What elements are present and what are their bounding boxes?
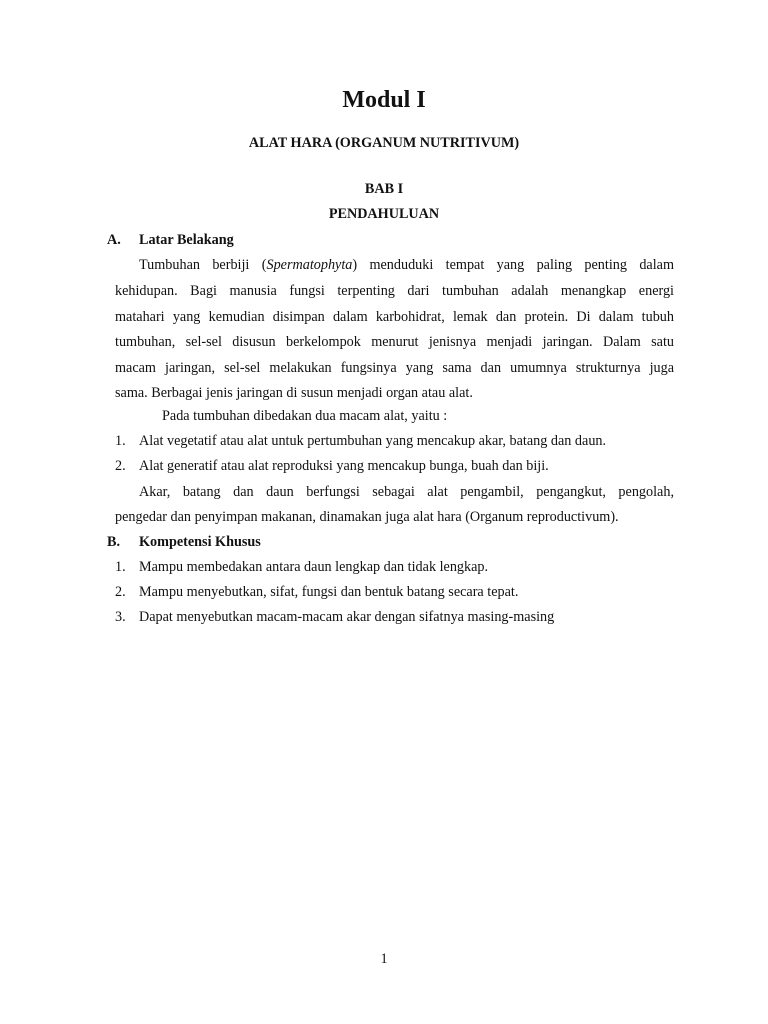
paragraph-line: pengedar dan penyimpan makanan, dinamakan juga alat hara (Organum reproductivum). <box>115 509 619 525</box>
list-intro: Pada tumbuhan dibedakan dua macam alat, yaitu : <box>162 408 448 424</box>
paragraph-line: matahari yang kemudian disimpan dalam karbohidrat, lemak dan protein. Di dalam tubuh <box>115 309 674 325</box>
list-number: 1. <box>115 559 126 575</box>
paragraph-line: macam jaringan, sel-sel melakukan fungsinya yang sama dan umumnya strukturnya juga <box>115 360 674 376</box>
list-item: Mampu menyebutkan, sifat, fungsi dan bentuk batang secara tepat. <box>139 584 519 600</box>
section-a-letter: A. <box>107 232 121 248</box>
section-b-letter: B. <box>107 534 121 550</box>
paragraph-line: sama. Berbagai jenis jaringan di susun menjadi organ atau alat. <box>115 385 473 401</box>
module-subtitle: ALAT HARA (ORGANUM NUTRITIVUM) <box>248 135 520 151</box>
paragraph-line: Tumbuhan berbiji (Spermatophyta) menduduki tempat yang paling penting dalam <box>139 257 674 273</box>
page-number: 1 <box>380 951 388 967</box>
chapter-title: PENDAHULUAN <box>328 206 440 222</box>
list-number: 2. <box>115 584 126 600</box>
list-item: Mampu membedakan antara daun lengkap dan tidak lengkap. <box>139 559 489 575</box>
list-item: Alat vegetatif atau alat untuk pertumbuhan yang mencakup akar, batang dan daun. <box>139 433 607 449</box>
list-number: 2. <box>115 458 126 474</box>
list-number: 3. <box>115 609 126 625</box>
paragraph-line: Akar, batang dan daun berfungsi sebagai alat pengambil, pengangkut, pengolah, <box>139 484 674 500</box>
section-b-heading: Kompetensi Khusus <box>139 534 261 550</box>
chapter-label: BAB I <box>364 181 404 197</box>
paragraph-line: tumbuhan, sel-sel disusun berkelompok menurut jenisnya menjadi jaringan. Dalam satu <box>115 334 674 350</box>
list-item: Alat generatif atau alat reproduksi yang mencakup bunga, buah dan biji. <box>139 458 549 474</box>
list-item: Dapat menyebutkan macam-macam akar dengan sifatnya masing-masing <box>139 609 555 625</box>
paragraph-line: kehidupan. Bagi manusia fungsi terpenting dari tumbuhan adalah menangkap energi <box>115 283 674 299</box>
module-title: Modul I <box>342 87 426 113</box>
section-a-heading: Latar Belakang <box>139 232 234 248</box>
list-number: 1. <box>115 433 126 449</box>
